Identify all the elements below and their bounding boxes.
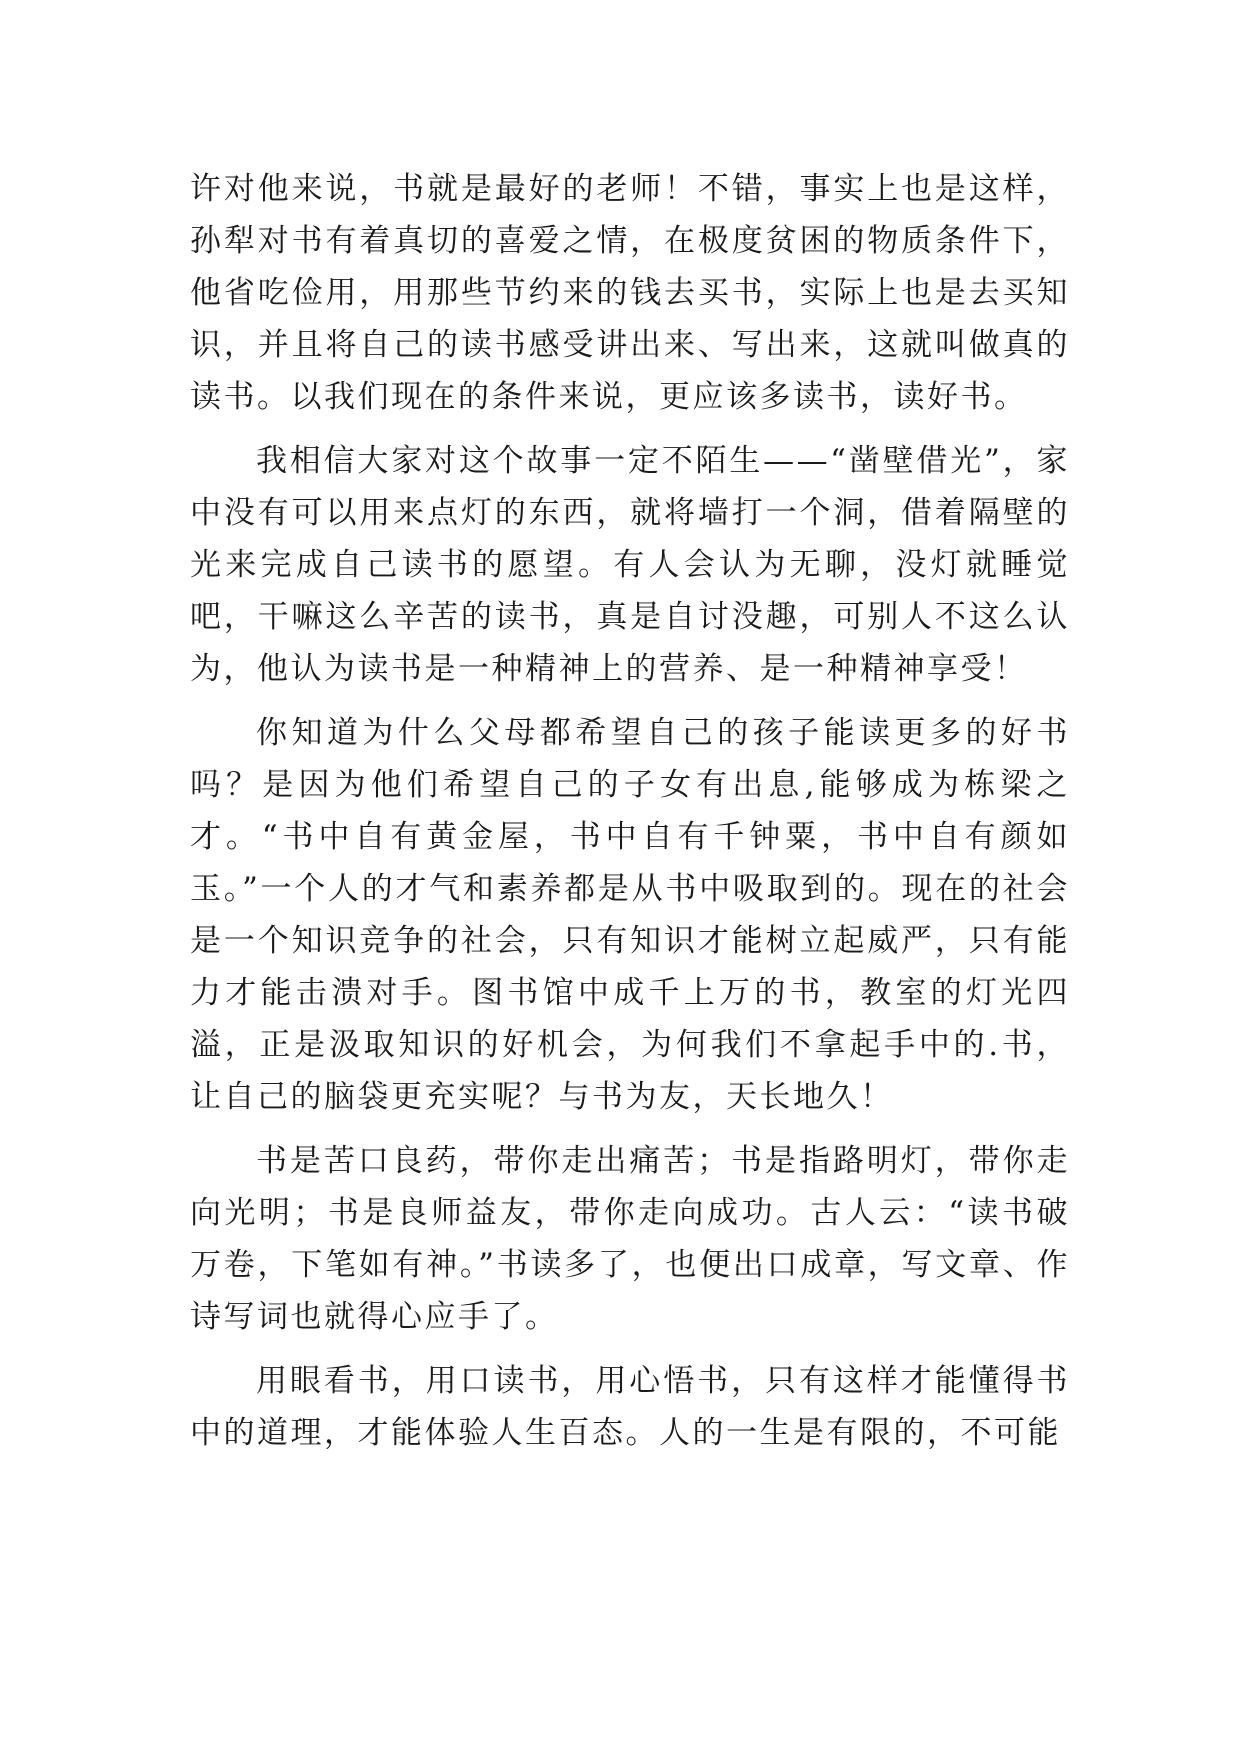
paragraph-continuation: 许对他来说，书就是最好的老师！不错，事实上也是这样，孙犁对书有着真切的喜爱之情，在极度贫困的物质条件下，他省吃俭用，用那些节约来的钱去买书，实际上也是去买知识，并且将自己的读书感受讲出来、写出来，这就叫做真的读书。以我们现在的条件来说，更应该多读书，读好书。	[190, 171, 1070, 415]
paragraph: 书是苦口良药，带你走出痛苦；书是指路明灯，带你走向光明；书是良师益友，带你走向成功。古人云：“读书破万卷，下笔如有神。”书读多了，也便出口成章，写文章、作诗写词也就得心应手了。	[190, 1143, 1070, 1335]
document-body	[190, 163, 1070, 1459]
paragraph: 我相信大家对这个故事一定不陌生——“凿壁借光”，家中没有可以用来点灯的东西，就将墙打一个洞，借着隔壁的光来完成自己读书的愿望。有人会认为无聊，没灯就睡觉吧，干嘛这么辛苦的读书，真是自讨没趣，可别人不这么认为，他认为读书是一种精神上的营养、是一种精神享受！	[190, 443, 1070, 687]
paragraph: 你知道为什么父母都希望自己的孩子能读更多的好书吗？是因为他们希望自己的子女有出息,能够成为栋梁之才。“书中自有黄金屋，书中自有千钟粟，书中自有颜如玉。”一个人的才气和素养都是从书中吸取到的。现在的社会是一个知识竞争的社会，只有知识才能树立起威严，只有能力才能击溃对手。图书馆中成千上万的书，教室的灯光四溢，正是汲取知识的好机会，为何我们不拿起手中的.书，让自己的脑袋更充实呢？与书为友，天长地久！	[190, 715, 1070, 1115]
paragraph: 用眼看书，用口读书，用心悟书，只有这样才能懂得书中的道理，才能体验人生百态。人的一生是有限的，不可能	[190, 1363, 1070, 1451]
